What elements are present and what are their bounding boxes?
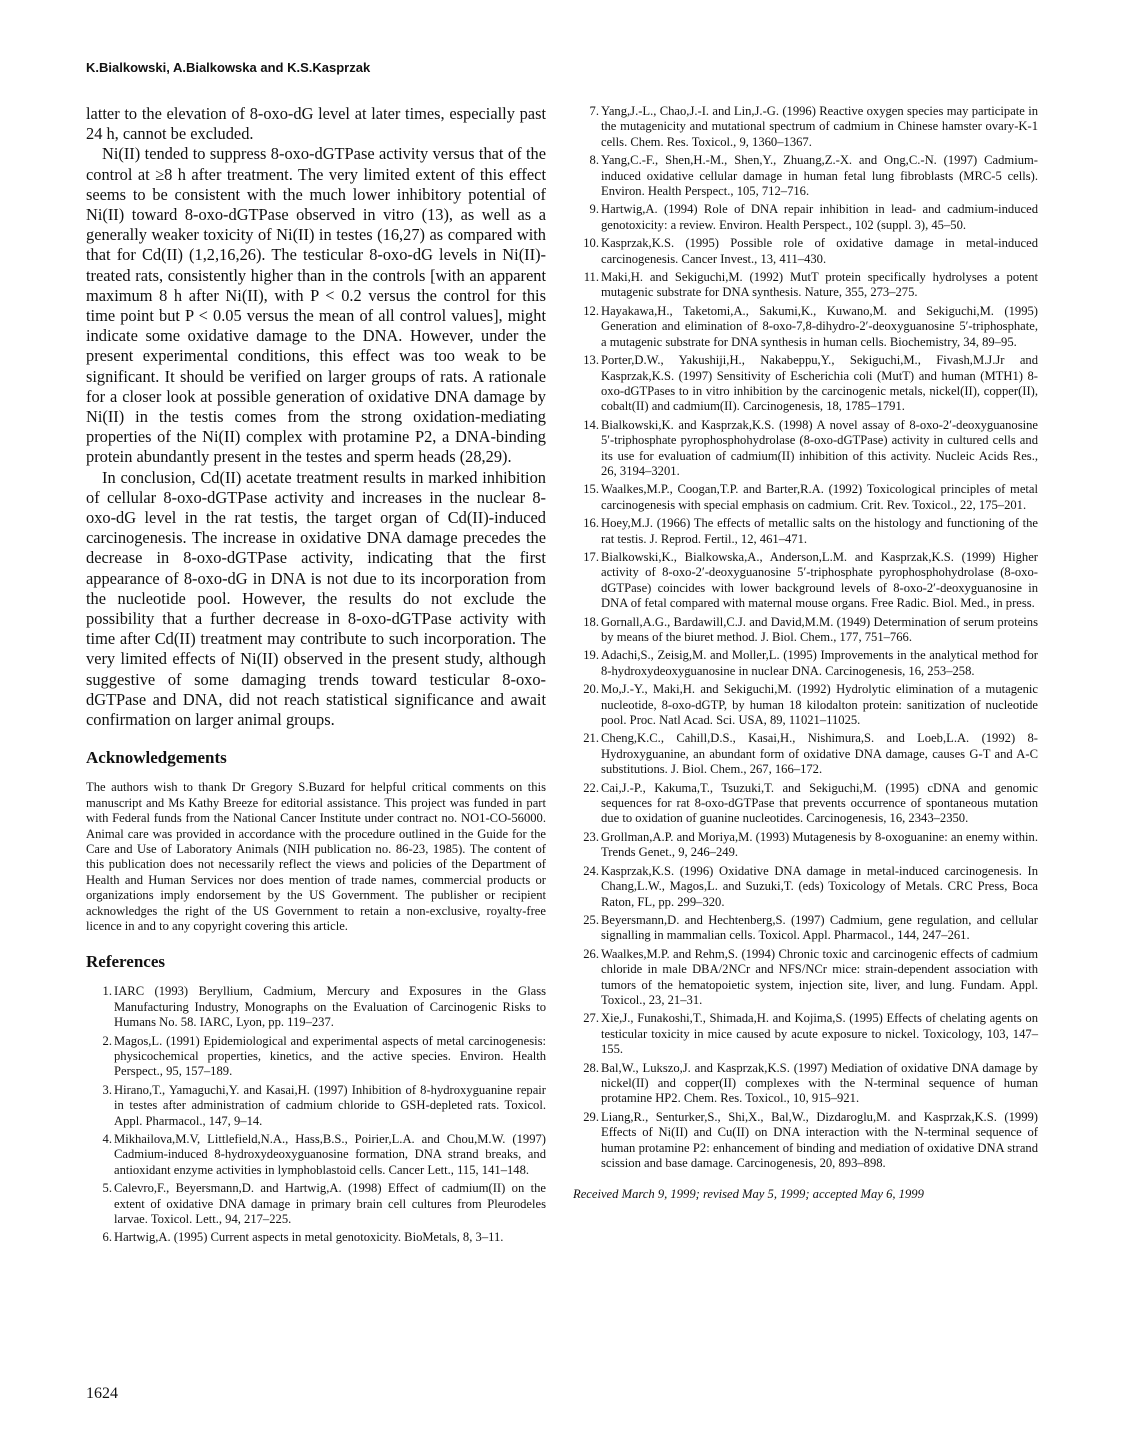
reference-number: 17. bbox=[583, 549, 599, 564]
reference-text: Kasprzak,K.S. (1996) Oxidative DNA damage in metal-induced carcinogenesis. In Chang,L.W., Magos,L. and Suzuki,T. (eds) Toxicology of Metals. CRC Press, Boca Raton, FL, pp. 299–320. bbox=[601, 863, 1038, 909]
reference-number: 14. bbox=[583, 417, 599, 432]
body-paragraph: Ni(II) tended to suppress 8-oxo-dGTPase activity versus that of the control at ≥8 h after treatment. The very limited extent of this effect seems to be consistent with the much lower inhibitory potential of Ni(II) toward 8-oxo-dGTPase observed in vitro (13), as well as a generally weaker toxicity of Ni(II) in testes (16,27) as compared with that for Cd(II) (1,2,16,26). The testicular 8-oxo-dG levels in Ni(II)-treated rats, consistently higher than in the controls [with an apparent maximum 8 h after Ni(II), with P < 0.2 versus the control for this time point but P < 0.05 versus the mean of all control values], might indicate some oxidative damage to the DNA. However, under the present experimental conditions, this effect was too weak to be significant. It should be verified on larger groups of rats. A rationale for a closer look at possible generation of oxidative DNA damage by Ni(II) in the testis comes from the strong oxidation-mediating properties of the Ni(II) complex with protamine P2, a DNA-binding protein abundantly present in the testes and sperm heads (28,29). bbox=[86, 144, 546, 467]
reference-item bbox=[573, 418, 1038, 480]
reference-text: Gornall,A.G., Bardawill,C.J. and David,M.M. (1949) Determination of serum proteins by means of the biuret method. J. Biol. Chem., 177, 751–766. bbox=[601, 614, 1038, 644]
reference-item bbox=[573, 153, 1038, 199]
reference-item bbox=[573, 1061, 1038, 1107]
reference-item bbox=[573, 353, 1038, 415]
reference-item bbox=[573, 615, 1038, 646]
reference-number: 21. bbox=[583, 731, 599, 746]
reference-text: Waalkes,M.P. and Rehm,S. (1994) Chronic toxic and carcinogenic effects of cadmium chloride in male DBA/2NCr and NFS/NCr mice: strain-dependent association with tumors of the hematopoietic system, injection site, liver, and lung. Fundam. Appl. Toxicol., 23, 21–31. bbox=[601, 946, 1038, 1007]
reference-item bbox=[573, 270, 1038, 301]
reference-text: Yang,J.-L., Chao,J.-I. and Lin,J.-G. (1996) Reactive oxygen species may participate in the mutagenicity and mutational spectrum of cadmium in Chinese hamster ovary-K-1 cells. Chem. Res. Toxicol., 9, 1360–1367. bbox=[601, 104, 1038, 149]
reference-text: Hayakawa,H., Taketomi,A., Sakumi,K., Kuwano,M. and Sekiguchi,M. (1995) Generation and elimination of 8-oxo-7,8-dihydro-2′-deoxyguanosine 5′-triphosphate, a mutagenic substrate for DNA synthesis in human cells. Biochemistry, 34, 89–95. bbox=[601, 303, 1038, 349]
left-column bbox=[86, 104, 546, 1249]
reference-number: 24. bbox=[583, 863, 599, 878]
reference-item bbox=[86, 984, 546, 1030]
reference-text: Adachi,S., Zeisig,M. and Moller,L. (1995) Improvements in the analytical method for 8-hydroxydeoxyguanosine in nuclear DNA. Carcinogenesis, 16, 253–258. bbox=[601, 648, 1038, 678]
reference-text: Hirano,T., Yamaguchi,Y. and Kasai,H. (1997) Inhibition of 8-hydroxyguanine repair in testes after administration of cadmium chloride to GSH-depleted rats. Toxicol. Appl. Pharmacol., 147, 9–14. bbox=[114, 1082, 546, 1128]
reference-text: Beyersmann,D. and Hechtenberg,S. (1997) Cadmium, gene regulation, and cellular signalling in mammalian cells. Toxicol. Appl. Pharmacol., 144, 247–261. bbox=[601, 912, 1038, 943]
reference-item bbox=[573, 731, 1038, 777]
reference-item bbox=[573, 1110, 1038, 1172]
reference-item bbox=[573, 913, 1038, 944]
reference-number: 16. bbox=[583, 516, 599, 531]
reference-number: 9. bbox=[589, 202, 599, 217]
reference-number: 29. bbox=[583, 1109, 599, 1124]
reference-text: Porter,D.W., Yakushiji,H., Nakabeppu,Y., Sekiguchi,M., Fivash,M.J.Jr and Kasprzak,K.S. (1997) Sensitivity of Escherichia coli (MutT) and human (MTH1) 8-oxo-dGTPases to in vitro inhibition by the carcinogenic metals, nickel(II), copper(II), cobalt(II) and cadmium(II). Carcinogenesis, 18, 1785–1791. bbox=[601, 353, 1038, 414]
reference-number: 27. bbox=[583, 1011, 599, 1026]
reference-text: Xie,J., Funakoshi,T., Shimada,H. and Kojima,S. (1995) Effects of chelating agents on testicular toxicity in mice caused by acute exposure to nickel. Toxicology, 103, 147–155. bbox=[601, 1011, 1038, 1057]
reference-item bbox=[573, 236, 1038, 267]
references-list-right bbox=[573, 104, 1038, 1171]
reference-item bbox=[573, 550, 1038, 612]
reference-item bbox=[573, 516, 1038, 547]
reference-text: Mikhailova,M.V, Littlefield,N.A., Hass,B.S., Poirier,L.A. and Chou,M.W. (1997) Cadmium-induced 8-hydroxydeoxyguanosine formation, DNA strand breaks, and antioxidant enzyme activities in lymphoblastoid cells. Cancer Lett., 115, 141–148. bbox=[114, 1132, 546, 1177]
reference-item bbox=[86, 1083, 546, 1129]
reference-text: Liang,R., Senturker,S., Shi,X., Bal,W., Dizdaroglu,M. and Kasprzak,K.S. (1999) Effects of Ni(II) and Cu(II) on DNA interaction with the N-terminal sequence of human protamine P2: enhancement of binding and mediation of oxidative DNA strand scission and base damage. Carcinogenesis, 20, 893–898. bbox=[601, 1109, 1038, 1170]
reference-text: Hartwig,A. (1994) Role of DNA repair inhibition in lead- and cadmium-induced genotoxicity: a review. Environ. Health Perspect., 102 (suppl. 3), 45–50. bbox=[601, 202, 1038, 232]
reference-item bbox=[573, 781, 1038, 827]
reference-number: 18. bbox=[583, 614, 599, 629]
reference-number: 19. bbox=[583, 648, 599, 663]
reference-number: 15. bbox=[583, 482, 599, 497]
reference-text: Grollman,A.P. and Moriya,M. (1993) Mutagenesis by 8-oxoguanine: an enemy within. Trends Genet., 9, 246–249. bbox=[601, 829, 1038, 860]
reference-number: 28. bbox=[583, 1060, 599, 1075]
reference-item bbox=[573, 304, 1038, 350]
reference-text: Hartwig,A. (1995) Current aspects in metal genotoxicity. BioMetals, 8, 3–11. bbox=[114, 1230, 504, 1245]
reference-text: Kasprzak,K.S. (1995) Possible role of oxidative damage in metal-induced carcinogenesis. Cancer Invest., 13, 411–430. bbox=[601, 236, 1038, 266]
acknowledgements-heading: Acknowledgements bbox=[86, 748, 227, 768]
reference-text: IARC (1993) Beryllium, Cadmium, Mercury and Exposures in the Glass Manufacturing Industry, Monographs on the Evaluation of Carcinogenic Risks to Humans No. 58. IARC, Lyon, pp. 119–237. bbox=[114, 984, 546, 1030]
reference-item bbox=[573, 648, 1038, 679]
reference-number: 12. bbox=[583, 303, 599, 318]
reference-number: 2. bbox=[102, 1033, 112, 1048]
reference-text: Bal,W., Lukszo,J. and Kasprzak,K.S. (1997) Mediation of oxidative DNA damage by nickel(II) and copper(II) complexes with the N-terminal sequence of human protamine HP2. Chem. Res. Toxicol., 10, 915–921. bbox=[601, 1060, 1038, 1106]
reference-text: Calevro,F., Beyersmann,D. and Hartwig,A. (1998) Effect of cadmium(II) on the extent of oxidative DNA damage in primary brain cell cultures from Pleurodeles larvae. Toxicol. Lett., 94, 217–225. bbox=[114, 1181, 546, 1227]
body-paragraph: latter to the elevation of 8-oxo-dG level at later times, especially past 24 h, cannot be excluded. bbox=[86, 104, 546, 144]
running-head: K.Bialkowski, A.Bialkowska and K.S.Kasprzak bbox=[86, 60, 371, 75]
reference-number: 10. bbox=[583, 236, 599, 251]
reference-number: 4. bbox=[102, 1132, 112, 1147]
acknowledgements-text: The authors wish to thank Dr Gregory S.Buzard for helpful critical comments on this manuscript and Ms Kathy Breeze for editorial assistance. This project was funded in part with Federal funds from the National Cancer Institute under contract no. NO1-CO-56000. Animal care was provided in accordance with the procedure outlined in the Guide for the Care and Use of Laboratory Animals (NIH publication no. 86-23, 1985). The content of this publication does not necessarily reflect the views and policies of the Department of Health and Human Services nor does mention of trade names, commercial products or organizations imply endorsement by the US Government. The publisher or recipient acknowledges the right of the US Government to retain a non-exclusive, royalty-free licence in and to any copyright covering this article. bbox=[86, 780, 546, 933]
page-number: 1624 bbox=[86, 1385, 118, 1402]
reference-number: 5. bbox=[102, 1181, 112, 1196]
reference-number: 1. bbox=[102, 984, 112, 999]
reference-item bbox=[86, 1181, 546, 1227]
reference-text: Hoey,M.J. (1966) The effects of metallic salts on the histology and functioning of the rat testis. J. Reprod. Fertil., 12, 461–471. bbox=[601, 516, 1038, 546]
reference-text: Magos,L. (1991) Epidemiological and experimental aspects of metal carcinogenesis: physicochemical properties, kinetics, and the active species. Environ. Health Perspect., 95, 157–189. bbox=[114, 1033, 546, 1079]
reference-number: 13. bbox=[583, 353, 599, 368]
reference-item bbox=[573, 482, 1038, 513]
references-heading: References bbox=[86, 952, 165, 972]
right-column bbox=[573, 104, 1038, 1202]
reference-item bbox=[573, 947, 1038, 1009]
reference-number: 3. bbox=[102, 1082, 112, 1097]
reference-text: Mo,J.-Y., Maki,H. and Sekiguchi,M. (1992) Hydrolytic elimination of a mutagenic nucleotide, 8-oxo-dGTP, by human 18 kilodalton protein: sanitization of nucleotide pool. Proc. Natl Acad. Sci. USA, 89, 11021–11025. bbox=[601, 682, 1038, 728]
reference-text: Cheng,K.C., Cahill,D.S., Kasai,H., Nishimura,S. and Loeb,L.A. (1992) 8-Hydroxyguanine, an abundant form of oxidative DNA damage, causes G-T and A-C substitutions. J. Biol. Chem., 267, 166–172. bbox=[601, 731, 1038, 777]
references-list-left bbox=[86, 984, 546, 1246]
reference-item bbox=[573, 1011, 1038, 1057]
reference-text: Bialkowski,K., Bialkowska,A., Anderson,L.M. and Kasprzak,K.S. (1999) Higher activity of 8-oxo-2′-deoxyguanosine 5′-triphosphate pyrophosphohydrolase (8-oxo-dGTPase) coincides with lower background levels of 8-oxo-2′-deoxyguanosine in DNA of fetal compared with maternal mouse organs. Free Radic. Biol. Med., in press. bbox=[601, 549, 1038, 611]
reference-text: Yang,C.-F., Shen,H.-M., Shen,Y., Zhuang,Z.-X. and Ong,C.-N. (1997) Cadmium-induced oxidative cellular damage in human fetal lung fibroblasts (MRC-5 cells). Environ. Health Perspect., 105, 712–716. bbox=[601, 153, 1038, 199]
reference-item bbox=[573, 830, 1038, 861]
reference-number: 6. bbox=[102, 1230, 112, 1245]
reference-number: 11. bbox=[583, 270, 599, 285]
reference-item bbox=[86, 1034, 546, 1080]
reference-text: Bialkowski,K. and Kasprzak,K.S. (1998) A novel assay of 8-oxo-2′-deoxyguanosine 5′-triphosphate pyrophosphohydrolase (8-oxo-dGTPase) activity in cultured cells and its use for evaluation of cadmium(II) inhibition of this activity. Nucleic Acids Res., 26, 3194–3201. bbox=[601, 417, 1038, 478]
reference-text: Waalkes,M.P., Coogan,T.P. and Barter,R.A. (1992) Toxicological principles of metal carcinogenesis with special emphasis on cadmium. Crit. Rev. Toxicol., 22, 175–201. bbox=[601, 482, 1038, 512]
reference-item bbox=[573, 202, 1038, 233]
reference-number: 8. bbox=[589, 153, 599, 168]
reference-item bbox=[573, 682, 1038, 728]
body-paragraph: In conclusion, Cd(II) acetate treatment results in marked inhibition of cellular 8-oxo-dGTPase activity and increases in the nuclear 8-oxo-dG level in the rat testis, the target organ of Cd(II)-induced carcinogenesis. The increase in oxidative DNA damage precedes the decrease in 8-oxo-dGTPase activity, indicating that the first appearance of 8-oxo-dG in DNA is not due to its incorporation from the nucleotide pool. However, the results do not exclude the possibility that a further decrease in 8-oxo-dGTPase activity with time after Cd(II) treatment may contribute to such incorporation. The very limited effects of Ni(II) observed in the present study, although suggestive of some damaging trends toward testicular 8-oxo-dGTPase and DNA, did not reach statistical significance and await confirmation on larger animal groups. bbox=[86, 467, 546, 730]
reference-number: 7. bbox=[589, 104, 599, 118]
reference-item bbox=[86, 1132, 546, 1178]
reference-number: 25. bbox=[583, 912, 599, 927]
received-dates: Received March 9, 1999; revised May 5, 1999; accepted May 6, 1999 bbox=[573, 1187, 924, 1202]
reference-text: Maki,H. and Sekiguchi,M. (1992) MutT protein specifically hydrolyses a potent mutagenic substrate for DNA synthesis. Nature, 355, 273–275. bbox=[601, 270, 1038, 300]
reference-text: Cai,J.-P., Kakuma,T., Tsuzuki,T. and Sekiguchi,M. (1995) cDNA and genomic sequences for rat 8-oxo-dGTPase that prevents occurrence of spontaneous mutation due to oxidation of guanine nucleotides. Carcinogenesis, 16, 2343–2350. bbox=[601, 780, 1038, 826]
reference-number: 20. bbox=[583, 682, 599, 697]
reference-number: 22. bbox=[583, 780, 599, 795]
reference-number: 23. bbox=[583, 829, 599, 844]
reference-number: 26. bbox=[583, 946, 599, 961]
reference-item bbox=[86, 1230, 546, 1245]
reference-item bbox=[573, 104, 1038, 150]
reference-item bbox=[573, 864, 1038, 910]
